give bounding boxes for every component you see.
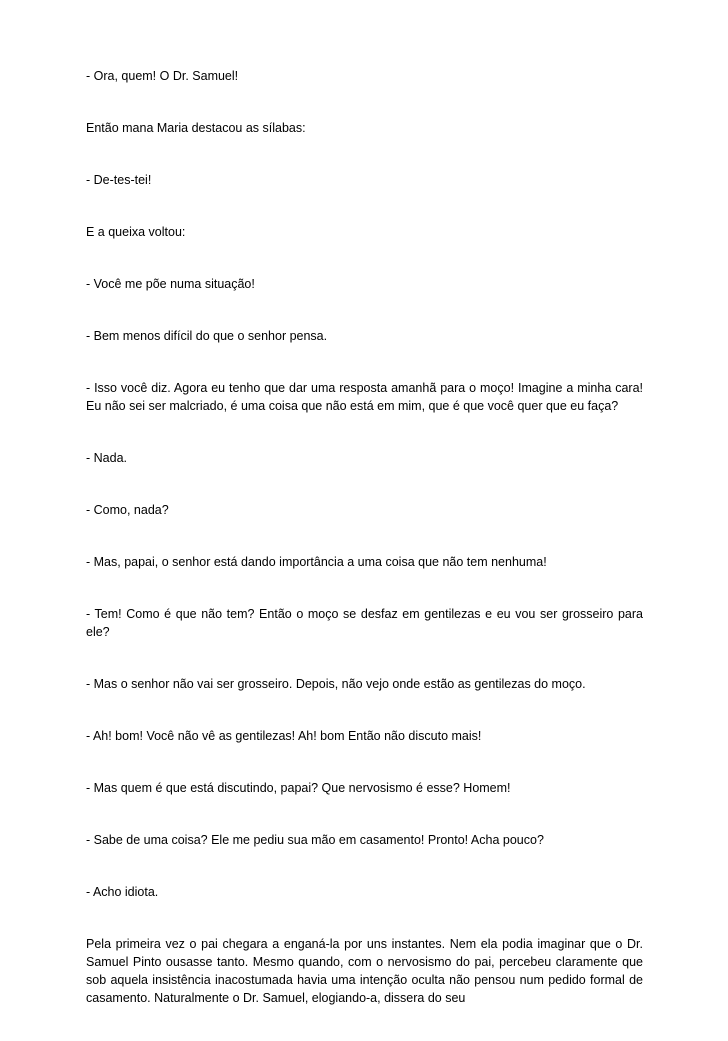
paragraph-12: - Mas o senhor não vai ser grosseiro. Depois, não vejo onde estão as gentilezas do moço. [86, 677, 586, 691]
paragraph-3: - De-tes-tei! [86, 173, 152, 187]
paragraph-14: - Mas quem é que está discutindo, papai? Que nervosismo é esse? Homem! [86, 781, 511, 795]
paragraph-5: - Você me põe numa situação! [86, 277, 255, 291]
paragraph-16: - Acho idiota. [86, 885, 159, 899]
paragraph-8: - Nada. [86, 451, 127, 465]
paragraph-10: - Mas, papai, o senhor está dando importância a uma coisa que não tem nenhuma! [86, 555, 547, 569]
paragraph-6: - Bem menos difícil do que o senhor pensa. [86, 329, 328, 343]
paragraph-11: - Tem! Como é que não tem? Então o moço se desfaz em gentilezas e eu vou ser grosseiro para ele? [86, 607, 643, 639]
document-page [86, 67, 643, 1041]
paragraph-4: E a queixa voltou: [86, 225, 186, 239]
paragraph-13: - Ah! bom! Você não vê as gentilezas! Ah! bom Então não discuto mais! [86, 729, 482, 743]
paragraph-2: Então mana Maria destacou as sílabas: [86, 121, 306, 135]
paragraph-17: Pela primeira vez o pai chegara a enganá-la por uns instantes. Nem ela podia imaginar que o Dr. Samuel Pinto ousasse tanto. Mesmo quando, com o nervosismo do pai, percebeu claramente que sob aquela insistência inacostumada havia uma intenção oculta não pensou num pedido formal de casamento. Naturalmente o Dr. Samuel, elogiando-a, dissera do seu [86, 937, 643, 1005]
paragraph-15: - Sabe de uma coisa? Ele me pediu sua mão em casamento! Pronto! Acha pouco? [86, 833, 544, 847]
paragraph-7: - Isso você diz. Agora eu tenho que dar uma resposta amanhã para o moço! Imagine a minha cara! Eu não sei ser malcriado, é uma coisa que não está em mim, que é que você quer que eu faça? [86, 381, 643, 413]
paragraph-1: - Ora, quem! O Dr. Samuel! [86, 69, 239, 83]
paragraph-9: - Como, nada? [86, 503, 169, 517]
